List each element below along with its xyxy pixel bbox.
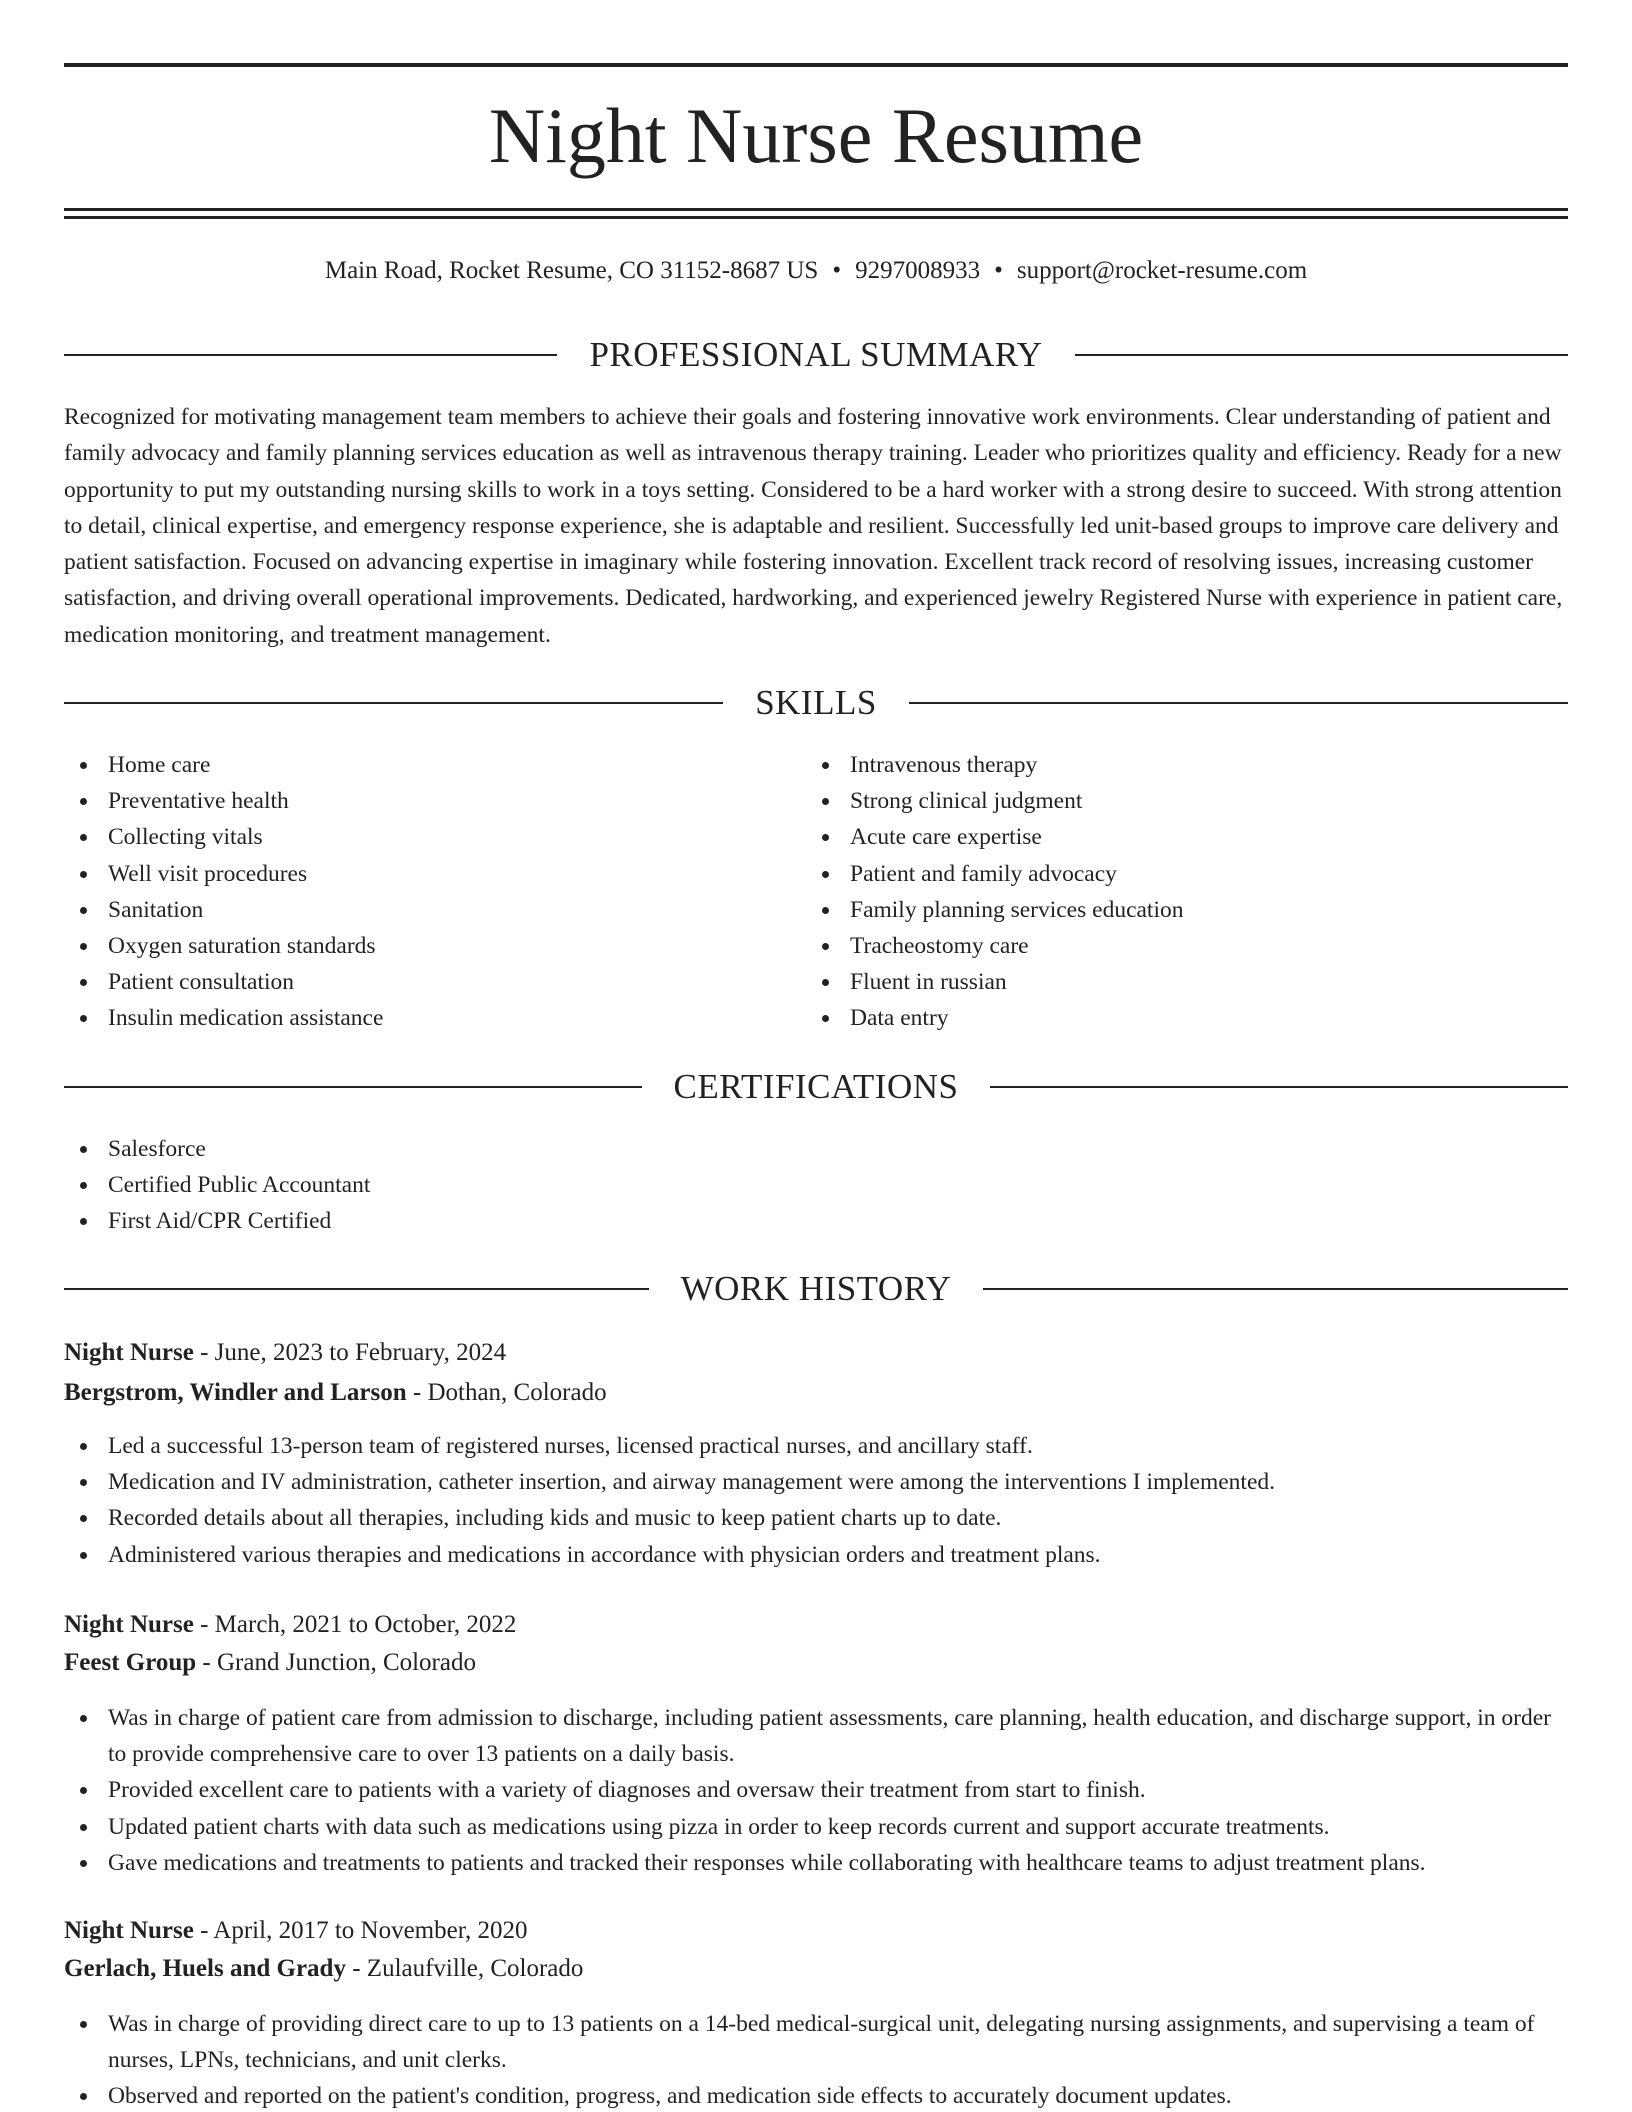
section-rule [983, 1288, 1568, 1290]
job-duty: Provided excellent care to patients with a variety of diagnoses and oversaw their treatment from start to finish. [64, 1772, 1568, 1808]
contact-email: support@rocket-resume.com [1016, 257, 1308, 284]
section-rule [1075, 354, 1568, 356]
skill-item: Acute care expertise [806, 819, 1566, 855]
job-duty: Medication and IV administration, catheter insertion, and airway management were among the interventions I implemented. [64, 1464, 1568, 1500]
job-company: Feest Group [64, 1649, 197, 1676]
section-rule [990, 1086, 1568, 1088]
summary-section-header [64, 335, 1568, 375]
job-company-line [64, 1646, 1568, 1680]
job-location: - Zulaufville, Colorado [345, 1955, 584, 1982]
contact-line [64, 254, 1568, 288]
job-role: Night Nurse [64, 1339, 194, 1366]
title-rule-upper [64, 208, 1568, 211]
job-duty: Was in charge of providing direct care to up to 13 patients on a 14-bed medical-surgical unit, delegating nursing assignments, and supervising a team of nurses, LPNs, technicians, and unit clerks. [64, 2006, 1568, 2078]
contact-separator: • [832, 257, 842, 284]
skills-heading: SKILLS [755, 683, 877, 722]
skill-item: Home care [64, 747, 804, 783]
job-duty: Administered various therapies and medications in accordance with physician orders and treatment plans. [64, 1537, 1568, 1573]
section-rule [64, 702, 723, 704]
job-duty: Updated patient charts with data such as medications using pizza in order to keep records current and support accurate treatments. [64, 1809, 1568, 1845]
skill-item: Fluent in russian [806, 964, 1566, 1000]
job-dates: - June, 2023 to February, 2024 [193, 1339, 507, 1366]
skill-item: Sanitation [64, 892, 804, 928]
job-dates: - March, 2021 to October, 2022 [193, 1611, 517, 1638]
certifications-list [64, 1131, 1568, 1240]
job-location: - Dothan, Colorado [406, 1379, 607, 1406]
job-role: Night Nurse [64, 1611, 194, 1638]
top-rule [64, 63, 1568, 67]
skill-item: Tracheostomy care [806, 928, 1566, 964]
job-company: Bergstrom, Windler and Larson [64, 1379, 407, 1406]
certifications-section-header [64, 1067, 1568, 1107]
job-duties-list [64, 2006, 1568, 2112]
resume-title: Night Nurse Resume [488, 92, 1144, 179]
section-rule [64, 1086, 642, 1088]
job-role-line [64, 1608, 1568, 1642]
job-location: - Grand Junction, Colorado [196, 1649, 476, 1676]
skill-item: Patient and family advocacy [806, 856, 1566, 892]
job-role-line [64, 1336, 1568, 1370]
skill-item: Strong clinical judgment [806, 783, 1566, 819]
job-company-line [64, 1376, 1568, 1410]
work-history-section-header [64, 1269, 1568, 1309]
job-company-line [64, 1952, 1568, 1986]
title-rule-lower [64, 216, 1568, 219]
job-duties-list [64, 1700, 1568, 1881]
job-duty: Led a successful 13-person team of registered nurses, licensed practical nurses, and ancillary staff. [64, 1428, 1568, 1464]
job-company: Gerlach, Huels and Grady [64, 1955, 346, 1982]
job-role: Night Nurse [64, 1917, 194, 1944]
certification-item: Certified Public Accountant [64, 1167, 1568, 1203]
skill-item: Oxygen saturation standards [64, 928, 804, 964]
contact-phone: 9297008933 [855, 257, 981, 284]
summary-paragraph: Recognized for motivating management team members to achieve their goals and fostering innovative work environments. Clear understanding of patient and family advocacy and family planning services education as well as intravenous therapy training. Leader who prioritizes quality and efficiency. Ready for a new opportunity to put my outstanding nursing skills to work in a toys setting. Considered to be a hard worker with a strong desire to succeed. With strong attention to detail, clinical expertise, and emergency response experience, she is adaptable and resilient. Successfully led unit-based groups to improve care delivery and patient satisfaction. Focused on advancing expertise in imaginary while fostering innovation. Excellent track record of resolving issues, increasing customer satisfaction, and driving overall operational improvements. Dedicated, hardworking, and experienced jewelry Registered Nurse with experience in patient care, medication monitoring, and treatment management. [64, 404, 1563, 648]
skill-item: Well visit procedures [64, 856, 804, 892]
skill-item: Data entry [806, 1000, 1566, 1036]
job-duty: Gave medications and treatments to patients and tracked their responses while collaborating with healthcare teams to adjust treatment plans. [64, 1845, 1568, 1881]
skill-item: Family planning services education [806, 892, 1566, 928]
skills-list-left [64, 747, 804, 1037]
skills-list-right [806, 747, 1566, 1037]
work-history-heading: WORK HISTORY [680, 1269, 952, 1308]
job-duty: Recorded details about all therapies, including kids and music to keep patient charts up to date. [64, 1500, 1568, 1536]
job-duty: Was in charge of patient care from admission to discharge, including patient assessments, care planning, health education, and discharge support, in order to provide comprehensive care to over 13 patients on a daily basis. [64, 1700, 1568, 1772]
skill-item: Intravenous therapy [806, 747, 1566, 783]
summary-heading: PROFESSIONAL SUMMARY [589, 335, 1043, 374]
certification-item: First Aid/CPR Certified [64, 1203, 1568, 1239]
job-duties-list [64, 1428, 1568, 1573]
skill-item: Collecting vitals [64, 819, 804, 855]
certification-item: Salesforce [64, 1131, 1568, 1167]
skill-item: Insulin medication assistance [64, 1000, 804, 1036]
section-rule [64, 1288, 649, 1290]
contact-separator: • [994, 257, 1003, 284]
section-rule [64, 354, 557, 356]
section-rule [909, 702, 1568, 704]
skill-item: Preventative health [64, 783, 804, 819]
job-duty: Observed and reported on the patient's condition, progress, and medication side effects to accurately document updates. [64, 2078, 1568, 2112]
job-role-line [64, 1914, 1568, 1948]
skills-section-header [64, 683, 1568, 723]
job-dates: - April, 2017 to November, 2020 [193, 1917, 528, 1944]
certifications-heading: CERTIFICATIONS [673, 1067, 959, 1106]
contact-address: Main Road, Rocket Resume, CO 31152-8687 US [324, 257, 819, 284]
skill-item: Patient consultation [64, 964, 804, 1000]
